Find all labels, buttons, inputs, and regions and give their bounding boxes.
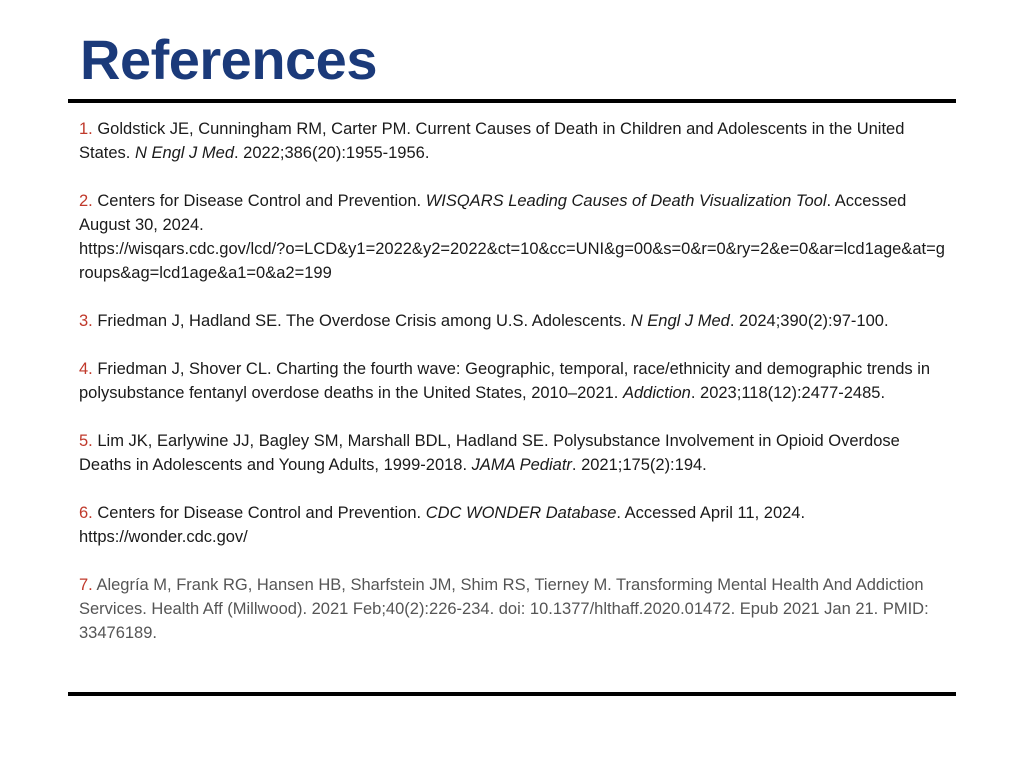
reference-text: Friedman J, Hadland SE. The Overdose Crisis among U.S. Adolescents. — [92, 312, 631, 330]
reference-url[interactable]: https://wonder.cdc.gov/ — [79, 528, 248, 546]
bottom-divider — [68, 692, 956, 696]
reference-item-2 — [79, 189, 949, 285]
reference-number: 6. — [79, 504, 93, 522]
reference-title: WISQARS Leading Causes of Death Visualization Tool — [425, 192, 827, 210]
reference-citation: . Accessed April 11, 2024. — [616, 504, 806, 522]
reference-title: CDC WONDER Database — [425, 504, 617, 522]
reference-list — [79, 117, 949, 669]
reference-text: Friedman J, Shover CL. Charting the fourth wave: Geographic, temporal, race/ethnicity and demographic trends in polysubstance fentanyl overdose deaths in the United States, 2010–2021. — [79, 360, 931, 402]
reference-url[interactable]: https://wisqars.cdc.gov/lcd/?o=LCD&y1=2022&y2=2022&ct=10&cc=UNI&g=00&s=0&r=0&ry=2&e=0&ar=lcd1age&at=groups&ag=lcd1age&a1=0&a2=199 — [79, 240, 945, 282]
reference-number: 7. — [79, 576, 93, 594]
reference-citation: . 2022;386(20):1955-1956. — [234, 144, 430, 162]
reference-number: 5. — [79, 432, 93, 450]
reference-citation: . 2024;390(2):97-100. — [729, 312, 889, 330]
reference-journal: N Engl J Med — [630, 312, 730, 330]
reference-number: 2. — [79, 192, 93, 210]
reference-item-4 — [79, 357, 949, 405]
reference-citation: . 2023;118(12):2477-2485. — [690, 384, 886, 402]
reference-text: Alegría M, Frank RG, Hansen HB, Sharfstein JM, Shim RS, Tierney M. Transforming Mental Health And Addiction Services. Health Aff (Millwood). 2021 Feb;40(2):226-234. doi: 10.1377/hlthaff.2020.01472. Epub 2021 Jan 21. PMID: 33476189. — [79, 576, 929, 642]
reference-text: Goldstick JE, Cunningham RM, Carter PM. Current Causes of Death in Children and Adolescents in the United States. — [79, 120, 905, 162]
reference-journal: N Engl J Med — [134, 144, 234, 162]
reference-item-6 — [79, 501, 949, 549]
reference-text: Lim JK, Earlywine JJ, Bagley SM, Marshall BDL, Hadland SE. Polysubstance Involvement in Opioid Overdose Deaths in Adolescents and Young Adults, 1999-2018. — [79, 432, 900, 474]
reference-item-7 — [79, 573, 949, 645]
reference-item-5 — [79, 429, 949, 477]
reference-item-3 — [79, 309, 949, 333]
reference-number: 1. — [79, 120, 93, 138]
reference-journal: Addiction — [622, 384, 691, 402]
reference-item-1 — [79, 117, 949, 165]
page-title: References — [80, 28, 377, 91]
reference-number: 4. — [79, 360, 93, 378]
reference-text: Centers for Disease Control and Prevention. — [92, 504, 426, 522]
reference-citation: . Accessed August 30, 2024. — [79, 192, 907, 234]
reference-citation: . 2021;175(2):194. — [571, 456, 707, 474]
reference-text: Centers for Disease Control and Prevention. — [92, 192, 426, 210]
reference-number: 3. — [79, 312, 93, 330]
reference-journal: JAMA Pediatr — [471, 456, 572, 474]
top-divider — [68, 99, 956, 103]
